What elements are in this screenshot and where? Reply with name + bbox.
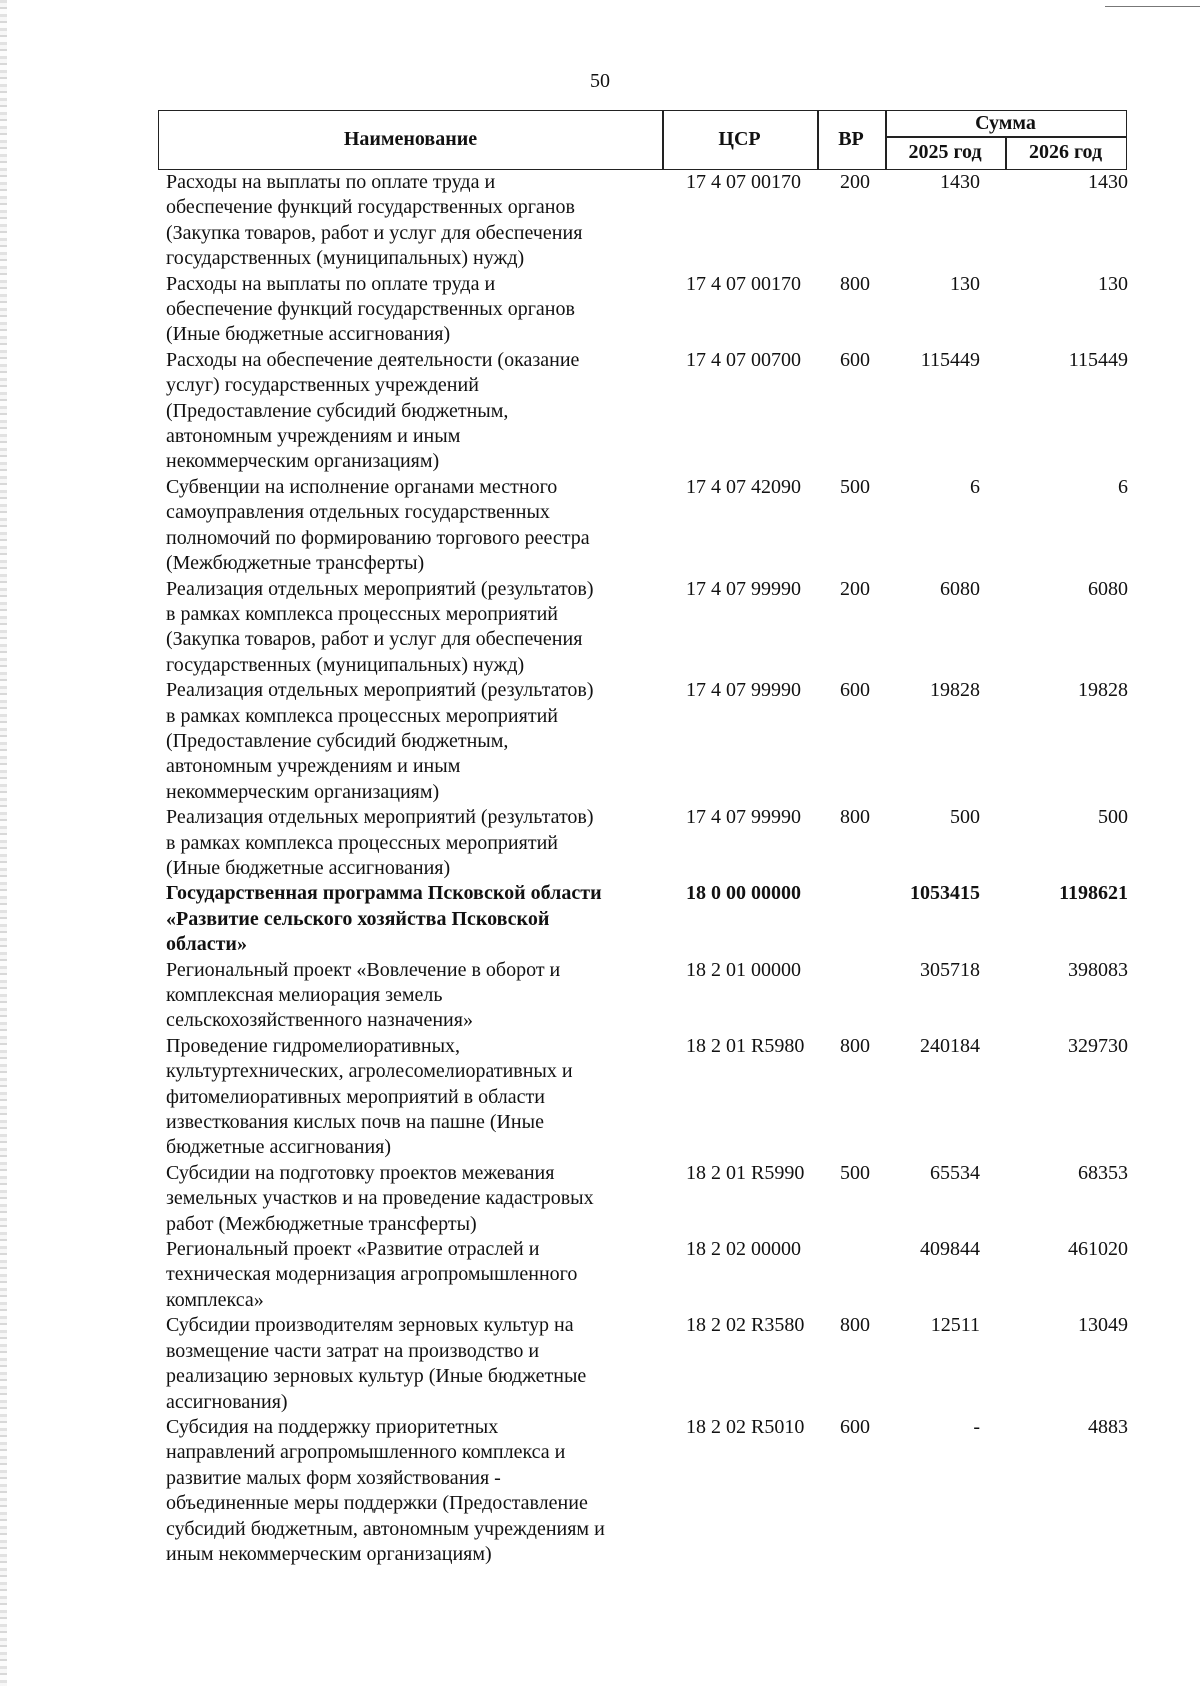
table-row: [158, 272, 1128, 348]
header-divider: [885, 136, 1126, 138]
row-csr: 18 2 02 00000: [686, 1238, 801, 1261]
row-sum-2026: 329730: [1068, 1034, 1128, 1057]
row-csr: 17 4 07 42090: [686, 475, 801, 498]
row-sum-2026: 500: [1098, 806, 1128, 829]
row-name: Субсидии на подготовку проектов межевания земельных участков и на проведение кадастровых работ (Межбюджетные трансферты): [166, 1161, 594, 1235]
table-row: [158, 805, 1128, 881]
table-row: [158, 958, 1128, 1034]
row-sum-2025: 6: [970, 475, 980, 498]
row-name: Расходы на выплаты по оплате труда и обеспечение функций государственных органов (Иные бюджетные ассигнования): [166, 272, 575, 346]
header-year-2026: 2026 год: [1028, 141, 1103, 163]
row-name: Расходы на обеспечение деятельности (оказание услуг) государственных учреждений (Предоставление субсидий бюджетным, автономным учреждениям и иным некоммерческим организациям): [166, 348, 580, 473]
header-sum: Сумма: [975, 112, 1036, 134]
table-row: [158, 475, 1128, 577]
row-vr: 800: [840, 806, 870, 829]
table-row: [158, 1415, 1128, 1567]
row-sum-2025: 115449: [920, 348, 980, 371]
table-header: [158, 110, 1127, 170]
table-row: [158, 881, 1128, 957]
row-csr: 17 4 07 99990: [686, 577, 801, 600]
row-sum-2026: 19828: [1078, 679, 1128, 702]
row-sum-2025: 19828: [930, 679, 980, 702]
row-sum-2026: 130: [1098, 272, 1128, 295]
row-name: Региональный проект «Развитие отраслей и техническая модернизация агропромышленного комплекса»: [166, 1238, 578, 1311]
row-name: Региональный проект «Вовлечение в оборот и комплексная мелиорация земель сельскохозяйственного назначения»: [166, 958, 561, 1032]
row-sum-2025: 12511: [930, 1314, 980, 1337]
row-sum-2026: 6: [1118, 475, 1128, 498]
row-csr: 18 2 01 R5990: [686, 1161, 805, 1184]
row-sum-2026: 115449: [1068, 348, 1128, 371]
row-vr: 500: [840, 1161, 870, 1184]
row-vr: 800: [840, 1314, 870, 1337]
scan-mark: [1105, 6, 1200, 7]
page-number: 50: [590, 70, 610, 92]
table-row: [158, 1237, 1128, 1313]
row-sum-2025: 500: [950, 806, 980, 829]
header-csr: ЦСР: [718, 128, 761, 150]
row-csr: 18 2 01 R5980: [686, 1034, 805, 1057]
row-sum-2025: 240184: [920, 1034, 980, 1057]
row-sum-2025: 1430: [940, 171, 980, 193]
row-sum-2025: 409844: [920, 1238, 980, 1261]
row-sum-2025: 1053415: [910, 882, 980, 905]
row-sum-2026: 461020: [1068, 1238, 1128, 1261]
table-body: [158, 170, 1128, 1567]
row-name: Субсидия на поддержку приоритетных направлений агропромышленного комплекса и развитие малых форм хозяйствования - объединенные меры поддержки (Предоставление субсидий бюджетным, автономным учреждениям и иным некоммерческим организациям): [166, 1415, 605, 1565]
row-sum-2026: 1430: [1088, 171, 1128, 193]
header-vr: ВР: [838, 128, 864, 150]
row-sum-2025: -: [973, 1415, 980, 1438]
row-vr: 600: [840, 348, 870, 371]
row-sum-2026: 4883: [1088, 1415, 1128, 1438]
row-sum-2026: 1198621: [1059, 882, 1128, 905]
row-name: Реализация отдельных мероприятий (результатов) в рамках комплекса процессных мероприятий (Иные бюджетные ассигнования): [166, 806, 594, 879]
table-row: [158, 170, 1128, 272]
row-vr: 600: [840, 1415, 870, 1438]
table-row: [158, 348, 1128, 475]
row-vr: 800: [840, 272, 870, 295]
row-csr: 18 2 02 R5010: [686, 1415, 805, 1438]
row-vr: 500: [840, 475, 870, 498]
row-name: Расходы на выплаты по оплате труда и обеспечение функций государственных органов (Закупка товаров, работ и услуг для обеспечения государственных (муниципальных) нужд): [166, 171, 583, 270]
row-sum-2025: 6080: [940, 577, 980, 600]
table-row: [158, 1313, 1128, 1415]
table-row: [158, 577, 1128, 679]
scan-edge: [0, 0, 7, 1686]
row-sum-2025: 130: [950, 272, 980, 295]
header-year-2025: 2025 год: [908, 141, 982, 163]
row-csr: 18 2 01 00000: [686, 958, 801, 981]
row-csr: 17 4 07 00700: [686, 348, 801, 371]
row-sum-2025: 305718: [920, 958, 980, 981]
row-name: Государственная программа Псковской области «Развитие сельского хозяйства Псковской области»: [166, 882, 602, 956]
row-vr: 200: [840, 171, 870, 193]
table-row: [158, 678, 1128, 805]
table-row: [158, 1161, 1128, 1237]
header-name: Наименование: [343, 128, 478, 150]
row-name: Проведение гидромелиоративных, культуртехнических, агролесомелиоративных и фитомелиоративных мероприятий в области известкования кислых почв на пашне (Иные бюджетные ассигнования): [166, 1034, 573, 1159]
table-row: [158, 1034, 1128, 1161]
row-vr: 800: [840, 1034, 870, 1057]
row-sum-2026: 6080: [1088, 577, 1128, 600]
row-name: Субвенции на исполнение органами местного самоуправления отдельных государственных полномочий по формированию торгового реестра (Межбюджетные трансферты): [166, 475, 590, 575]
row-name: Реализация отдельных мероприятий (результатов) в рамках комплекса процессных мероприятий (Предоставление субсидий бюджетным, автономным учреждениям и иным некоммерческим организациям): [166, 679, 594, 803]
row-name: Реализация отдельных мероприятий (результатов) в рамках комплекса процессных мероприятий (Закупка товаров, работ и услуг для обеспечения государственных (муниципальных) нужд): [166, 577, 594, 676]
row-csr: 17 4 07 99990: [686, 679, 801, 702]
row-sum-2026: 13049: [1078, 1314, 1128, 1337]
row-csr: 18 2 02 R3580: [686, 1314, 805, 1337]
row-csr: 18 0 00 00000: [686, 882, 801, 905]
row-csr: 17 4 07 99990: [686, 806, 801, 829]
row-csr: 17 4 07 00170: [686, 171, 801, 193]
row-vr: 200: [840, 577, 870, 600]
row-csr: 17 4 07 00170: [686, 272, 801, 295]
row-name: Субсидии производителям зерновых культур на возмещение части затрат на производство и реализацию зерновых культур (Иные бюджетные ассигнования): [166, 1314, 587, 1413]
row-sum-2026: 398083: [1068, 958, 1128, 981]
row-vr: 600: [840, 679, 870, 702]
row-sum-2025: 65534: [930, 1161, 980, 1184]
row-sum-2026: 68353: [1078, 1161, 1128, 1184]
